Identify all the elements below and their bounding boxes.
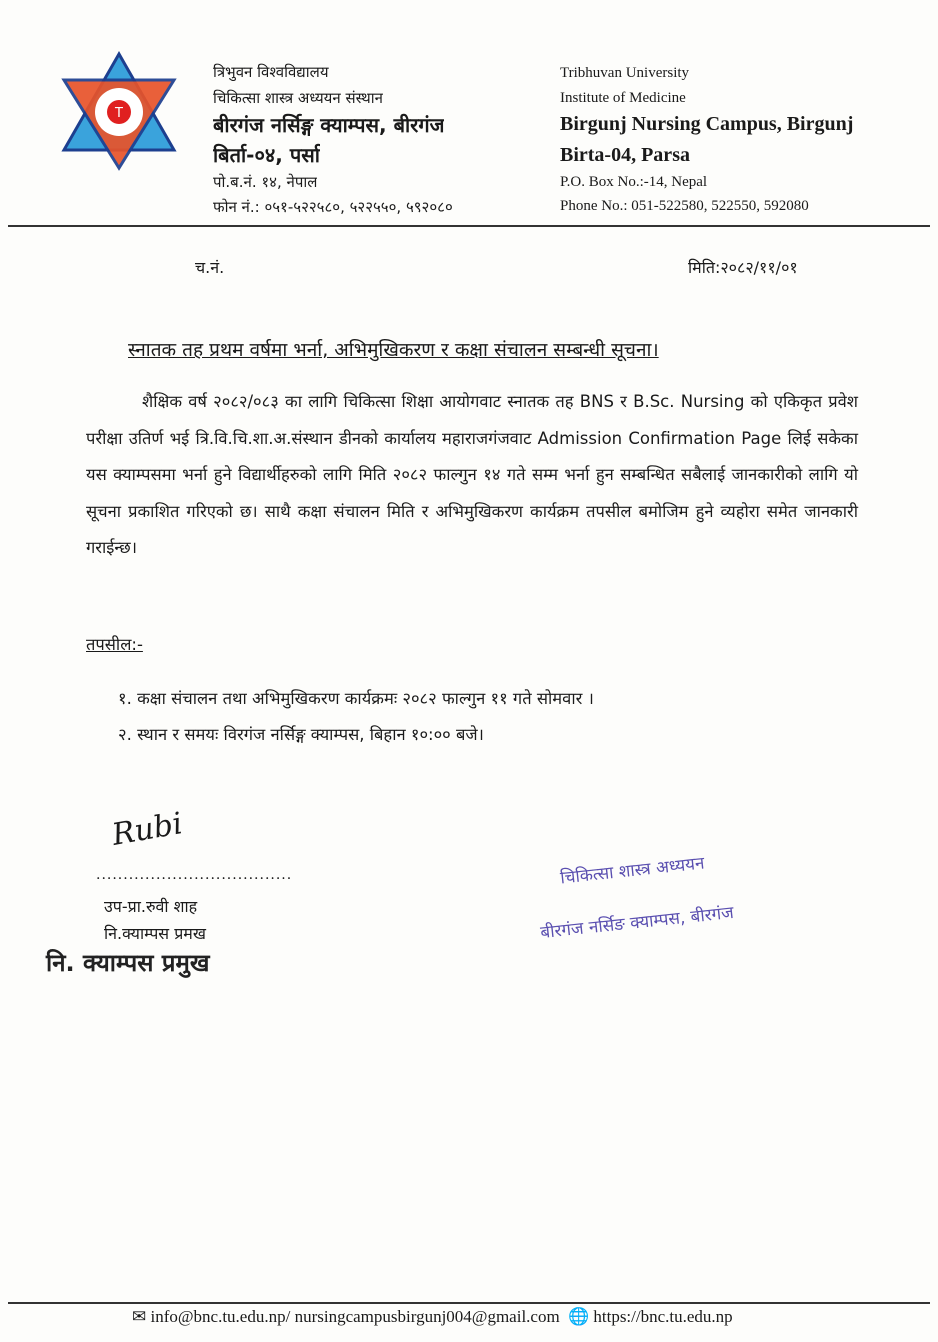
signature-line: ....................................	[96, 867, 293, 883]
reference-number: च.नं.	[195, 258, 225, 277]
designation-stamp: नि. क्याम्पस प्रमुख	[46, 949, 210, 977]
notice-title: स्नातक तह प्रथम वर्षमा भर्ना, अभिमुखिकरण र कक्षा संचालन सम्बन्धी सूचना।	[128, 339, 659, 361]
header-divider	[8, 225, 930, 227]
en-institute: Institute of Medicine	[560, 90, 686, 106]
tribhuvan-university-logo	[58, 50, 180, 172]
en-campus: Birgunj Nursing Campus, Birgunj	[560, 113, 854, 135]
detail-item: २. स्थान र समयः विरगंज नर्सिङ्ग क्याम्पस, बिहान १०:०० बजे।	[118, 725, 484, 744]
footer-website[interactable]: https://bnc.tu.edu.np	[593, 1307, 733, 1326]
en-address: Birta-04, Parsa	[560, 144, 690, 166]
np-pobox: पो.ब.नं. १४, नेपाल	[213, 173, 318, 191]
notice-date: मिति:२०८२/११/०१	[688, 258, 798, 277]
en-university: Tribhuvan University	[560, 65, 690, 81]
en-pobox: P.O. Box No.:-14, Nepal	[560, 174, 708, 190]
footer-contact	[132, 1307, 733, 1327]
footer-email[interactable]: info@bnc.tu.edu.np/ nursingcampusbirgunj004@gmail.com	[150, 1307, 560, 1326]
detail-item: १. कक्षा संचालन तथा अभिमुखिकरण कार्यक्रमः २०८२ फाल्गुन ११ गते सोमवार ।	[118, 689, 594, 708]
np-phone: फोन नं.: ०५१-५२२५८०, ५२२५५०, ५९२०८०	[213, 198, 453, 216]
footer-divider	[8, 1302, 930, 1304]
signature-scribble: Rubi	[109, 806, 186, 853]
np-address: बिर्ता-०४, पर्सा	[213, 143, 320, 167]
notice-body-text: शैक्षिक वर्ष २०८२/०८३ का लागि चिकित्सा शिक्षा आयोगवाट स्नातक तह BNS र B.Sc. Nursing को एकिकृत प्रवेश परीक्षा उतिर्ण भई त्रि.वि.चि.शा.अ.संस्थान डीनको कार्यालय महाराजगंजवाट Admission Confirmation Page लिई सकेका यस क्याम्पसमा भर्ना हुने विद्यार्थीहरुको लागि मिति २०८२ फाल्गुन १४ गते सम्म भर्ना हुन सम्बन्धित सबैलाई जानकारीको लागि यो सूचना प्रकाशित गरिएको छ। साथै कक्षा संचालन मिति र अभिमुखिकरण कार्यक्रम तपसील बमोजिम हुने व्यहोरा समेत जानकारी गराईन्छ।	[86, 392, 858, 557]
notice-body	[86, 384, 858, 567]
en-phone: Phone No.: 051-522580, 522550, 592080	[560, 198, 809, 214]
email-icon: ✉	[132, 1307, 147, 1326]
details-label: तपसील:-	[86, 635, 143, 654]
campus-stamp	[540, 850, 860, 970]
signatory-title: नि.क्याम्पस प्रमख	[104, 924, 206, 943]
stamp-line: बीरगंज नर्सिङ क्याम्पस, बीरगंज	[539, 902, 735, 944]
np-institute: चिकित्सा शास्त्र अध्ययन संस्थान	[213, 89, 383, 107]
np-university: त्रिभुवन विश्वविद्यालय	[213, 63, 329, 81]
signatory-name: उप-प्रा.रुवी शाह	[104, 897, 198, 916]
np-campus: बीरगंज नर्सिङ्ग क्याम्पस, बीरगंज	[213, 113, 445, 137]
stamp-line: चिकित्सा शास्त्र अध्ययन	[559, 853, 706, 889]
globe-icon: 🌐	[567, 1307, 590, 1326]
svg-text:T: T	[115, 106, 123, 121]
